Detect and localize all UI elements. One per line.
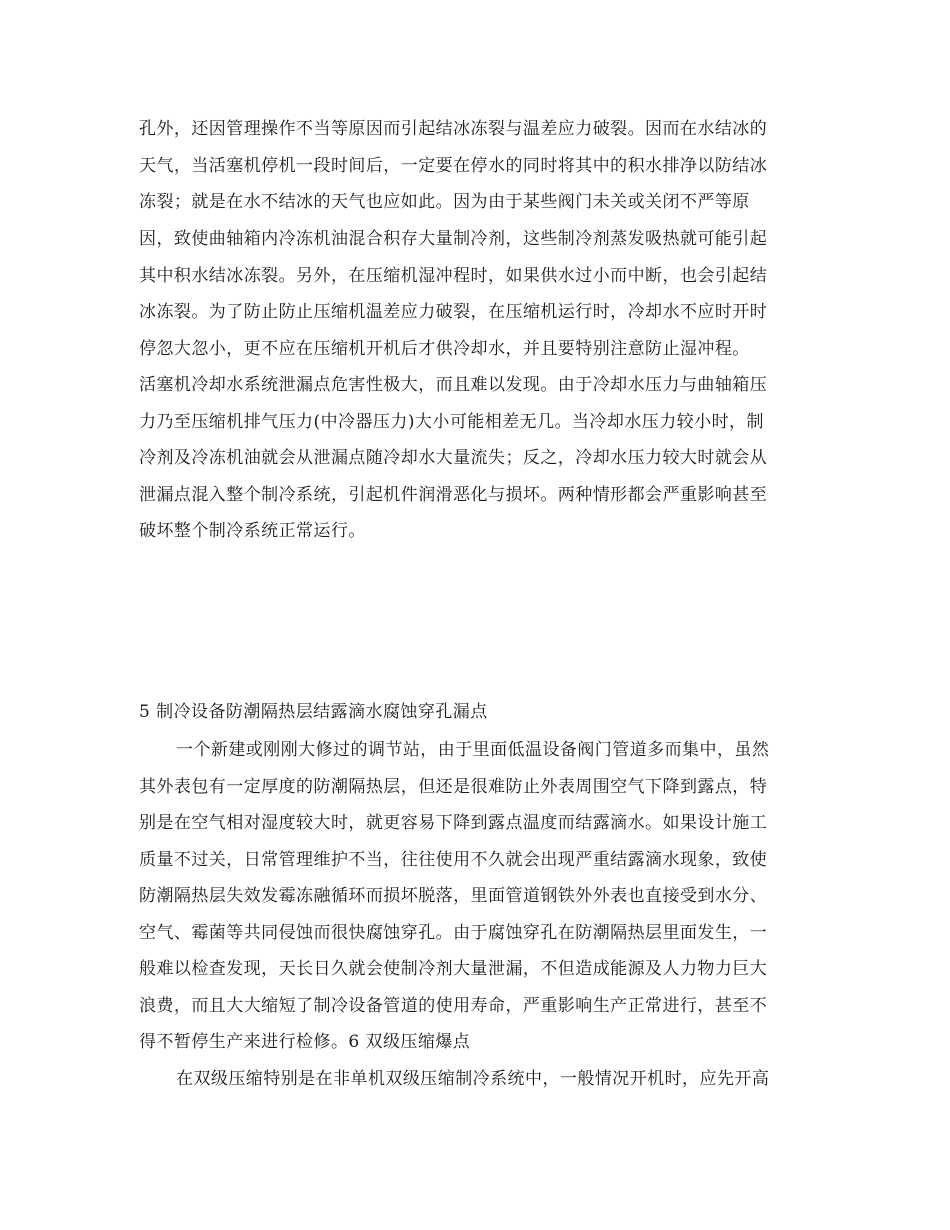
paragraph-line: 得不暂停生产来进行检修。6 双级压缩爆点 <box>139 1032 471 1052</box>
paragraph-line: 停忽大忽小，更不应在压缩机开机后才供冷却水，并且要特别注意防止湿冲程。 <box>139 339 750 359</box>
section-heading: 5 制冷设备防潮隔热层结露滴水腐蚀穿孔漏点 <box>139 702 488 722</box>
paragraph-line: 力乃至压缩机排气压力(中冷器压力)大小可能相差无几。当冷却水压力较小时，制 <box>139 412 764 432</box>
paragraph-line: 因，致使曲轴箱内冷冻机油混合积存大量制冷剂，这些制冷剂蒸发吸热就可能引起 <box>139 229 768 249</box>
paragraph-line: 冰冻裂。为了防止防止压缩机温差应力破裂，在压缩机运行时，冷却水不应时开时 <box>139 302 768 322</box>
paragraph-line: 天气，当活塞机停机一段时间后，一定要在停水的同时将其中的积水排净以防结冰 <box>139 156 768 176</box>
paragraph-line: 防潮隔热层失效发霉冻融循环而损坏脱落，里面管道钢铁外外表也直接受到水分、 <box>139 886 768 906</box>
paragraph-line: 别是在空气相对湿度较大时，就更容易下降到露点温度而结露滴水。如果设计施工 <box>139 813 768 833</box>
paragraph-line: 般难以检查发现，天长日久就会使制冷剂大量泄漏，不但造成能源及人力物力巨大 <box>139 959 768 979</box>
paragraph-line: 孔外，还因管理操作不当等原因而引起结冰冻裂与温差应力破裂。因而在水结冰的 <box>139 119 768 139</box>
paragraph-line: 冷剂及冷冻机油就会从泄漏点随冷却水大量流失；反之，冷却水压力较大时就会从 <box>139 448 768 468</box>
paragraph-line: 其外表包有一定厚度的防潮隔热层，但还是很难防止外表周围空气下降到露点，特 <box>139 777 768 797</box>
paragraph-line: 空气、霉菌等共同侵蚀而很快腐蚀穿孔。由于腐蚀穿孔在防潮隔热层里面发生，一 <box>139 923 768 943</box>
paragraph-line: 冻裂；就是在水不结冰的天气也应如此。因为由于某些阀门未关或关闭不严等原 <box>139 192 750 212</box>
paragraph-line: 破坏整个制冷系统正常运行。 <box>139 521 366 541</box>
paragraph-line: 一个新建或刚刚大修过的调节站，由于里面低温设备阀门管道多而集中，虽然 <box>176 740 770 760</box>
paragraph-line: 质量不过关，日常管理维护不当，往往使用不久就会出现严重结露滴水现象，致使 <box>139 850 768 870</box>
paragraph-line: 其中积水结冰冻裂。另外，在压缩机湿冲程时，如果供水过小而中断，也会引起结 <box>139 266 768 286</box>
paragraph-line: 在双级压缩特别是在非单机双级压缩制冷系统中，一般情况开机时，应先开高 <box>176 1069 770 1089</box>
paragraph-line: 活塞机冷却水系统泄漏点危害性极大，而且难以发现。由于冷却水压力与曲轴箱压 <box>139 375 768 395</box>
paragraph-line: 浪费，而且大大缩短了制冷设备管道的使用寿命，严重影响生产正常进行，甚至不 <box>139 996 768 1016</box>
paragraph-line: 泄漏点混入整个制冷系统，引起机件润滑恶化与损坏。两种情形都会严重影响甚至 <box>139 485 768 505</box>
